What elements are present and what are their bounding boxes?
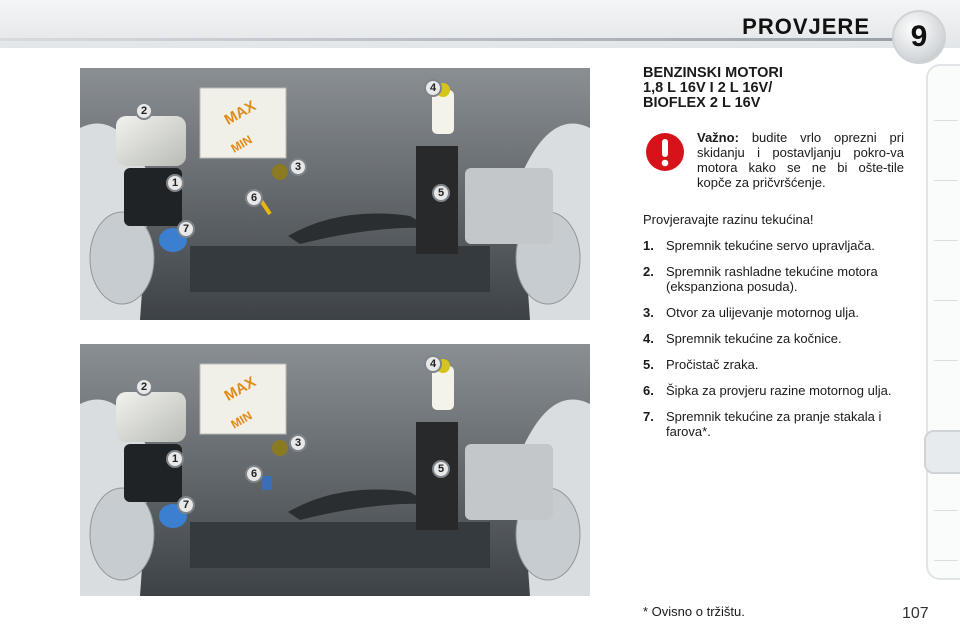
legend-number: 6. — [643, 383, 654, 398]
list-item — [643, 238, 913, 253]
intro-text: Provjeravajte razinu tekućina! — [643, 212, 814, 227]
warning-text — [697, 130, 904, 190]
footnote: * Ovisno o tržištu. — [643, 604, 745, 619]
exclamation-circle-icon — [645, 132, 685, 172]
warning-body: budite vrlo oprezni pri skidanju i postavljanju pokro-va motora kako se ne bi ošte-tile kopče za pričvršćenje. — [697, 130, 904, 190]
list-item — [643, 409, 913, 439]
svg-text:MAX: MAX — [221, 373, 259, 405]
legend-number: 2. — [643, 264, 654, 279]
legend-number: 7. — [643, 409, 654, 424]
legend-text: Otvor za ulijevanje motornog ulja. — [666, 305, 859, 320]
side-tab-divider — [934, 240, 958, 241]
section-heading-line2: 1,8 L 16V I 2 L 16V/ — [643, 80, 773, 96]
section-heading — [643, 66, 913, 111]
svg-text:MIN: MIN — [228, 408, 255, 432]
engine-bay-photo-top — [80, 68, 590, 320]
side-tab-divider — [934, 300, 958, 301]
callout-badge-1: 1 — [166, 174, 184, 192]
legend-number: 4. — [643, 331, 654, 346]
callout-badge-6: 6 — [245, 465, 263, 483]
legend-text: Šipka za provjeru razine motornog ulja. — [666, 383, 892, 398]
callout-badge-5: 5 — [432, 460, 450, 478]
legend-text: Pročistač zraka. — [666, 357, 759, 372]
side-tab-divider — [934, 510, 958, 511]
engine-bay-photo-bottom — [80, 344, 590, 596]
legend-number: 5. — [643, 357, 654, 372]
callout-badge-1: 1 — [166, 450, 184, 468]
legend-text: Spremnik tekućine servo upravljača. — [666, 238, 875, 253]
callout-badge-2: 2 — [135, 378, 153, 396]
warning-label: Važno: — [697, 130, 739, 145]
section-heading-line1: BENZINSKI MOTORI — [643, 65, 783, 81]
callout-badge-4: 4 — [424, 79, 442, 97]
side-tab-divider — [934, 560, 958, 561]
callout-badge-3: 3 — [289, 158, 307, 176]
svg-text:MIN: MIN — [228, 132, 255, 156]
callout-badge-7: 7 — [177, 496, 195, 514]
legend-text: Spremnik tekućine za kočnice. — [666, 331, 842, 346]
side-tab-active-chapter[interactable] — [924, 430, 960, 474]
list-item — [643, 383, 913, 398]
callout-badge-6: 6 — [245, 189, 263, 207]
component-legend — [643, 238, 913, 450]
legend-text: Spremnik rashladne tekućine motora (ekspanziona posuda). — [666, 264, 878, 294]
callout-badge-3: 3 — [289, 434, 307, 452]
section-heading-line3: BIOFLEX 2 L 16V — [643, 95, 761, 111]
list-item — [643, 357, 913, 372]
legend-text: Spremnik tekućine za pranje stakala i farova*. — [666, 409, 882, 439]
chapter-number-badge: 9 — [892, 10, 946, 64]
legend-number: 3. — [643, 305, 654, 320]
callout-badge-7: 7 — [177, 220, 195, 238]
svg-text:MAX: MAX — [221, 97, 259, 129]
callout-badge-5: 5 — [432, 184, 450, 202]
side-tab-divider — [934, 180, 958, 181]
page-number: 107 — [902, 605, 929, 622]
list-item — [643, 264, 913, 294]
list-item — [643, 331, 913, 346]
legend-number: 1. — [643, 238, 654, 253]
chapter-title: PROVJERE — [742, 14, 870, 39]
side-tab-divider — [934, 360, 958, 361]
callout-badge-4: 4 — [424, 355, 442, 373]
side-tab-divider — [934, 120, 958, 121]
chapter-side-tabs — [926, 64, 960, 580]
callout-badge-2: 2 — [135, 102, 153, 120]
list-item — [643, 305, 913, 320]
